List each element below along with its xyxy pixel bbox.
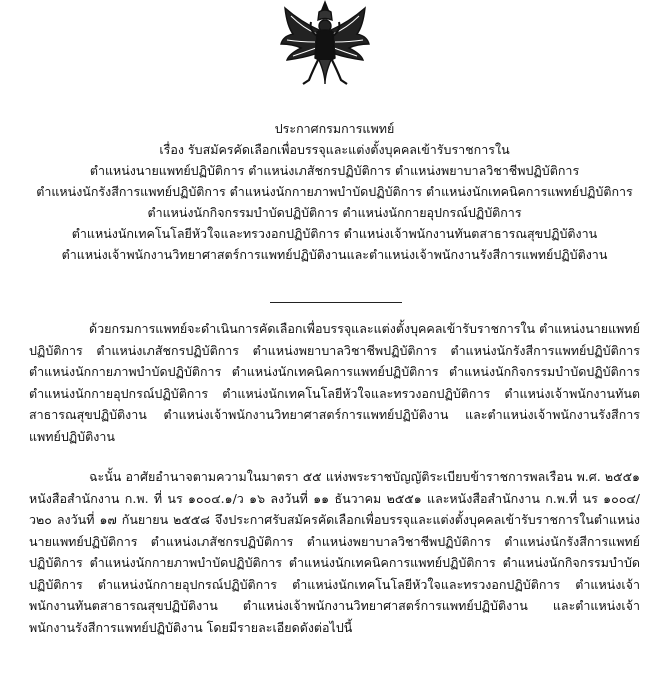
positions-line: ตำแหน่งนักกิจกรรมบำบัดปฏิบัติการ ตำแหน่งนักกายอุปกรณ์ปฏิบัติการ <box>147 205 522 220</box>
positions-line: ตำแหน่งเจ้าพนักงานวิทยาศาสตร์การแพทย์ปฏิบัติงานและตำแหน่งเจ้าพนักงานรังสีการแพทย์ปฏิบัติงาน <box>61 247 608 262</box>
body-paragraph-2 <box>29 466 640 638</box>
paragraph-text: ฉะนั้น อาศัยอำนาจตามความในมาตรา ๕๕ แห่งพระราชบัญญัติระเบียบข้าราชการพลเรือน พ.ศ. ๒๕๕๑ หนังสือสำนักงาน ก.พ. ที่ นร ๑๐๐๔.๑/ว ๑๖ ลงวันที่ ๑๑ ธันวาคม ๒๕๕๑ และหนังสือสำนักงาน ก.พ.ที่ นร ๑๐๐๔/ว๒๐ ลงวันที่ ๑๗ กันยายน ๒๕๕๘ จึงประกาศรับสมัครคัดเลือกเพื่อบรรจุและแต่งตั้งบุคคลเข้ารับราชการในตำแหน่งนายแพทย์ปฏิบัติการ ตำแหน่งเภสัชกรปฏิบัติการ ตำแหน่งพยาบาลวิชาชีพปฏิบัติการ ตำแหน่งนักรังสีการแพทย์ปฏิบัติการ ตำแหน่งนักกายภาพบำบัดปฏิบัติการ ตำแหน่งนักเทคนิคการแพทย์ปฏิบัติการ ตำแหน่งนักกิจกรรมบำบัดปฏิบัติการ ตำแหน่งนักกายอุปกรณ์ปฏิบัติการ ตำแหน่งนักเทคโนโลยีหัวใจและทรวงอกปฏิบัติการ ตำแหน่งเจ้าพนักงานทันตสาธารณสุขปฏิบัติงาน ตำแหน่งเจ้าพนักงานวิทยาศาสตร์การแพทย์ปฏิบัติงาน และตำแหน่งเจ้าพนักงานรังสีการแพทย์ปฏิบัติงาน โดยมีรายละเอียดดังต่อไปนี้ <box>29 469 640 635</box>
divider <box>270 302 402 303</box>
positions-line: ตำแหน่งนักรังสีการแพทย์ปฏิบัติการ ตำแหน่งนักกายภาพบำบัดปฏิบัติการ ตำแหน่งนักเทคนิคการแพทย์ปฏิบัติการ <box>36 184 633 199</box>
garuda-emblem-icon <box>279 0 371 86</box>
paragraph-text: ด้วยกรมการแพทย์จะดำเนินการคัดเลือกเพื่อบรรจุและแต่งตั้งบุคคลเข้ารับราชการใน ตำแหน่งนายแพทย์ปฏิบัติการ ตำแหน่งเภสัชกรปฏิบัติการ ตำแหน่งพยาบาลวิชาชีพปฏิบัติการ ตำแหน่งนักรังสีการแพทย์ปฏิบัติการ ตำแหน่งนักกายภาพบำบัดปฏิบัติการ ตำแหน่งนักเทคนิคการแพทย์ปฏิบัติการ ตำแหน่งนักกิจกรรมบำบัดปฏิบัติการ ตำแหน่งนักกายอุปกรณ์ปฏิบัติการ ตำแหน่งนักเทคโนโลยีหัวใจและทรวงอกปฏิบัติการ ตำแหน่งเจ้าพนักงานทันตสาธารณสุขปฏิบัติงาน ตำแหน่งเจ้าพนักงานวิทยาศาสตร์การแพทย์ปฏิบัติงาน และตำแหน่งเจ้าพนักงานรังสีการแพทย์ปฏิบัติงาน <box>29 321 640 444</box>
body-paragraph-1 <box>29 318 640 447</box>
positions-line: ตำแหน่งนายแพทย์ปฏิบัติการ ตำแหน่งเภสัชกรปฏิบัติการ ตำแหน่งพยาบาลวิชาชีพปฏิบัติการ <box>89 163 580 178</box>
positions-line: ตำแหน่งนักเทคโนโลยีหัวใจและทรวงอกปฏิบัติการ ตำแหน่งเจ้าพนักงานทันตสาธารณสุขปฏิบัติงาน <box>71 226 598 241</box>
announcement-title: ประกาศกรมการแพทย์ <box>274 121 395 136</box>
subject-line: เรื่อง รับสมัครคัดเลือกเพื่อบรรจุและแต่งตั้งบุคคลเข้ารับราชการใน <box>159 142 510 157</box>
